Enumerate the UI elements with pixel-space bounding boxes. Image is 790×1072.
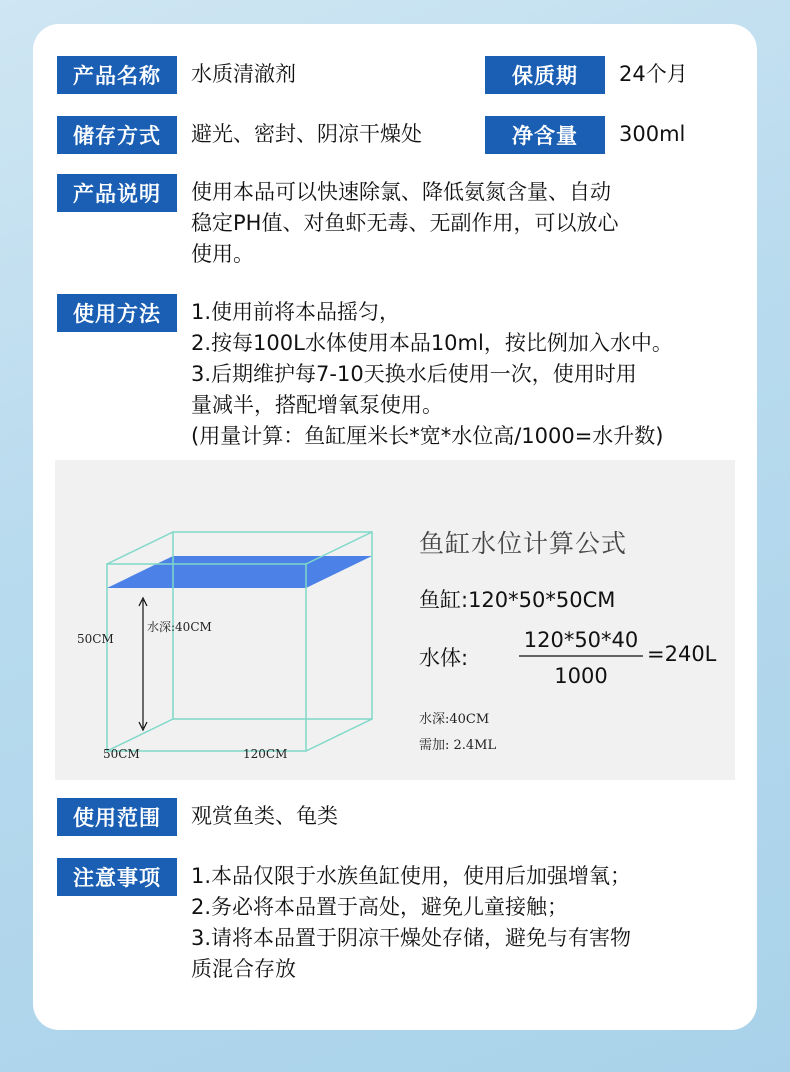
notes-line: 2.务必将本品置于高处，避免儿童接触； — [191, 895, 569, 919]
product-info-card — [33, 24, 757, 1030]
storage-value: 避光、密封、阴凉干燥处 — [191, 122, 422, 146]
water-depth-label: 水深:40CM — [147, 620, 212, 634]
usage-line: (用量计算：鱼缸厘米长*宽*水位高/1000=水升数) — [191, 424, 664, 448]
scope-row — [57, 798, 338, 836]
description-text — [191, 174, 618, 270]
product-name-value: 水质清澈剂 — [191, 62, 296, 86]
shelf-life-value: 24个月 — [619, 62, 688, 86]
scope-label: 使用范围 — [57, 798, 177, 836]
usage-line: 量减半，搭配增氧泵使用。 — [191, 393, 443, 417]
dose-note: 需加: 2.4ML — [419, 738, 497, 753]
notes-text — [191, 858, 631, 985]
tank-height-label: 50CM — [77, 632, 114, 646]
usage-label: 使用方法 — [57, 294, 177, 332]
fraction-denominator: 1000 — [554, 664, 608, 688]
fraction-numerator: 120*50*40 — [523, 628, 639, 652]
water-depth-note: 水深:40CM — [419, 712, 490, 727]
net-content-value: 300ml — [619, 122, 686, 146]
notes-line: 质混合存放 — [191, 957, 296, 981]
usage-line: 3.后期维护每7-10天换水后使用一次，使用时用 — [191, 362, 637, 386]
tank-width-label: 50CM — [103, 747, 140, 761]
description-line: 使用本品可以快速除氯、降低氨氮含量、自动 — [191, 180, 611, 204]
description-row — [57, 174, 618, 270]
description-label: 产品说明 — [57, 174, 177, 212]
water-surface — [107, 556, 372, 588]
product-name-row — [57, 56, 296, 94]
usage-row — [57, 294, 673, 452]
tank-volume-diagram — [55, 460, 735, 780]
scope-value: 观赏鱼类、龟类 — [191, 804, 338, 828]
tank-length-label: 120CM — [243, 747, 288, 761]
tank-front-face — [107, 564, 306, 751]
tank-edge — [107, 532, 173, 564]
storage-row — [57, 116, 422, 154]
notes-line: 3.请将本品置于阴凉干燥处存储，避免与有害物 — [191, 926, 632, 950]
notes-label: 注意事项 — [57, 858, 177, 896]
formula-title: 鱼缸水位计算公式 — [419, 529, 628, 558]
description-line: 使用。 — [191, 242, 254, 266]
usage-text — [191, 294, 673, 452]
tank-size-text: 鱼缸:120*50*50CM — [419, 588, 616, 612]
notes-line: 1.本品仅限于水族鱼缸使用，使用后加强增氧； — [191, 864, 632, 888]
volume-prefix: 水体: — [419, 646, 469, 670]
volume-result: =240L — [647, 642, 717, 666]
shelf-life-label: 保质期 — [485, 56, 605, 94]
usage-line: 2.按每100L水体使用本品10ml，按比例加入水中。 — [191, 331, 673, 355]
shelf-life-row — [485, 56, 688, 94]
product-name-label: 产品名称 — [57, 56, 177, 94]
usage-line: 1.使用前将本品摇匀， — [191, 300, 401, 324]
tank-edge — [306, 719, 372, 751]
net-content-label: 净含量 — [485, 116, 605, 154]
storage-label: 储存方式 — [57, 116, 177, 154]
net-content-row — [485, 116, 685, 154]
description-line: 稳定PH值、对鱼虾无毒、无副作用，可以放心 — [191, 211, 619, 235]
notes-row — [57, 858, 631, 985]
